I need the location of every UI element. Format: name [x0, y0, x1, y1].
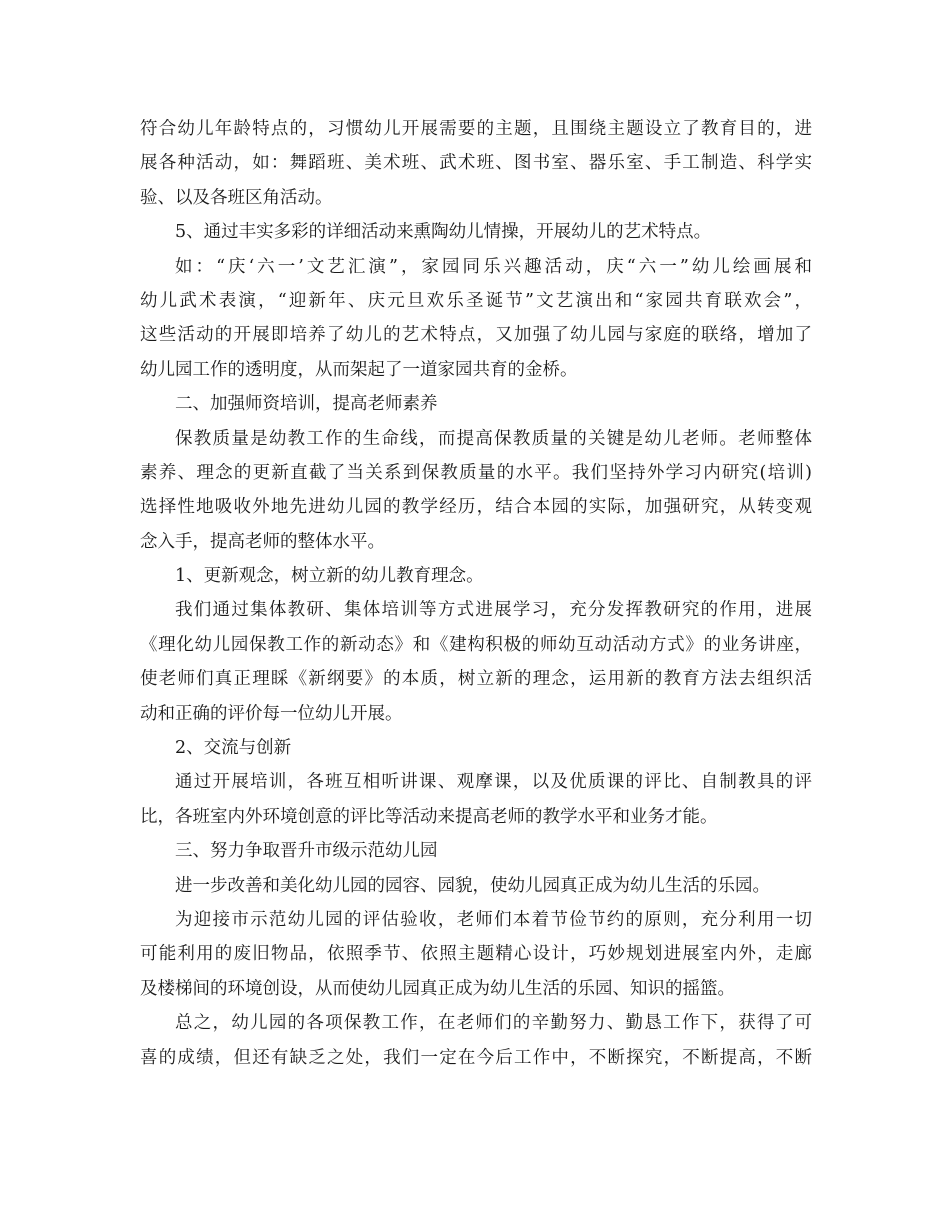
text-line: 使老师们真正理睬《新纲要》的本质，树立新的理念，运用新的教育方法去组织活 — [140, 669, 812, 690]
text-line: 如：“庆‘六一’文艺汇演”，家园同乐兴趣活动，庆“六一”幼儿绘画展和 — [175, 256, 812, 277]
text-line: 这些活动的开展即培养了幼儿的艺术特点，又加强了幼儿园与家庭的联络，增加了 — [140, 325, 812, 346]
text-line: 及楼梯间的环境创设，从而使幼儿园真正成为幼儿生活的乐园、知识的摇篮。 — [140, 978, 735, 999]
text-line: 进一步改善和美化幼儿园的园容、园貌，使幼儿园真正成为幼儿生活的乐园。 — [175, 875, 770, 896]
text-line: 幼儿园工作的透明度，从而架起了一道家园共育的金桥。 — [140, 359, 578, 380]
text-line: 总之，幼儿园的各项保教工作，在老师们的辛勤努力、勤恳工作下，获得了可 — [175, 1013, 812, 1034]
text-line: 《理化幼儿园保教工作的新动态》和《建构积极的师幼互动活动方式》的业务讲座， — [140, 634, 812, 655]
text-line: 为迎接市示范幼儿园的评估验收，老师们本着节俭节约的原则，充分利用一切 — [175, 909, 812, 930]
text-line: 我们通过集体教研、集体培训等方式进展学习，充分发挥教研究的作用，进展 — [175, 600, 812, 621]
text-line: 5、通过丰实多彩的详细活动来熏陶幼儿情操，开展幼儿的艺术特点。 — [175, 222, 712, 243]
text-line: 念入手，提高老师的整体水平。 — [140, 531, 385, 552]
text-line: 二、加强师资培训，提高老师素养 — [175, 394, 438, 415]
text-line: 2、交流与创新 — [175, 738, 292, 759]
text-line: 展各种活动，如：舞蹈班、美术班、武术班、图书室、器乐室、手工制造、科学实 — [140, 153, 812, 174]
text-line: 比，各班室内外环境创意的评比等活动来提高老师的教学水平和业务才能。 — [140, 806, 718, 827]
text-line: 选择性地吸收外地先进幼儿园的教学经历，结合本园的实际，加强研究，从转变观 — [140, 497, 812, 518]
text-line: 动和正确的评价每一位幼儿开展。 — [140, 703, 403, 724]
text-line: 素养、理念的更新直截了当关系到保教质量的水平。我们坚持外学习内研究(培训) — [140, 462, 812, 483]
text-line: 1、更新观念，树立新的幼儿教育理念。 — [175, 566, 484, 587]
text-line: 喜的成绩，但还有缺乏之处，我们一定在今后工作中，不断探究，不断提高，不断 — [140, 1047, 812, 1068]
text-line: 保教质量是幼教工作的生命线，而提高保教质量的关键是幼儿老师。老师整体 — [175, 428, 812, 449]
text-line: 三、努力争取晋升市级示范幼儿园 — [175, 841, 438, 862]
text-line: 验、以及各班区角活动。 — [140, 187, 333, 208]
text-line: 可能利用的废旧物品，依照季节、依照主题精心设计，巧妙规划进展室内外，走廊 — [140, 944, 812, 965]
text-line: 符合幼儿年龄特点的，习惯幼儿开展需要的主题，且围绕主题设立了教育目的，进 — [140, 119, 812, 139]
text-line: 幼儿武术表演，“迎新年、庆元旦欢乐圣诞节”文艺演出和“家园共育联欢会”， — [140, 290, 812, 311]
document-body — [140, 112, 812, 1075]
text-line: 通过开展培训，各班互相听讲课、观摩课，以及优质课的评比、自制教具的评 — [175, 772, 812, 793]
